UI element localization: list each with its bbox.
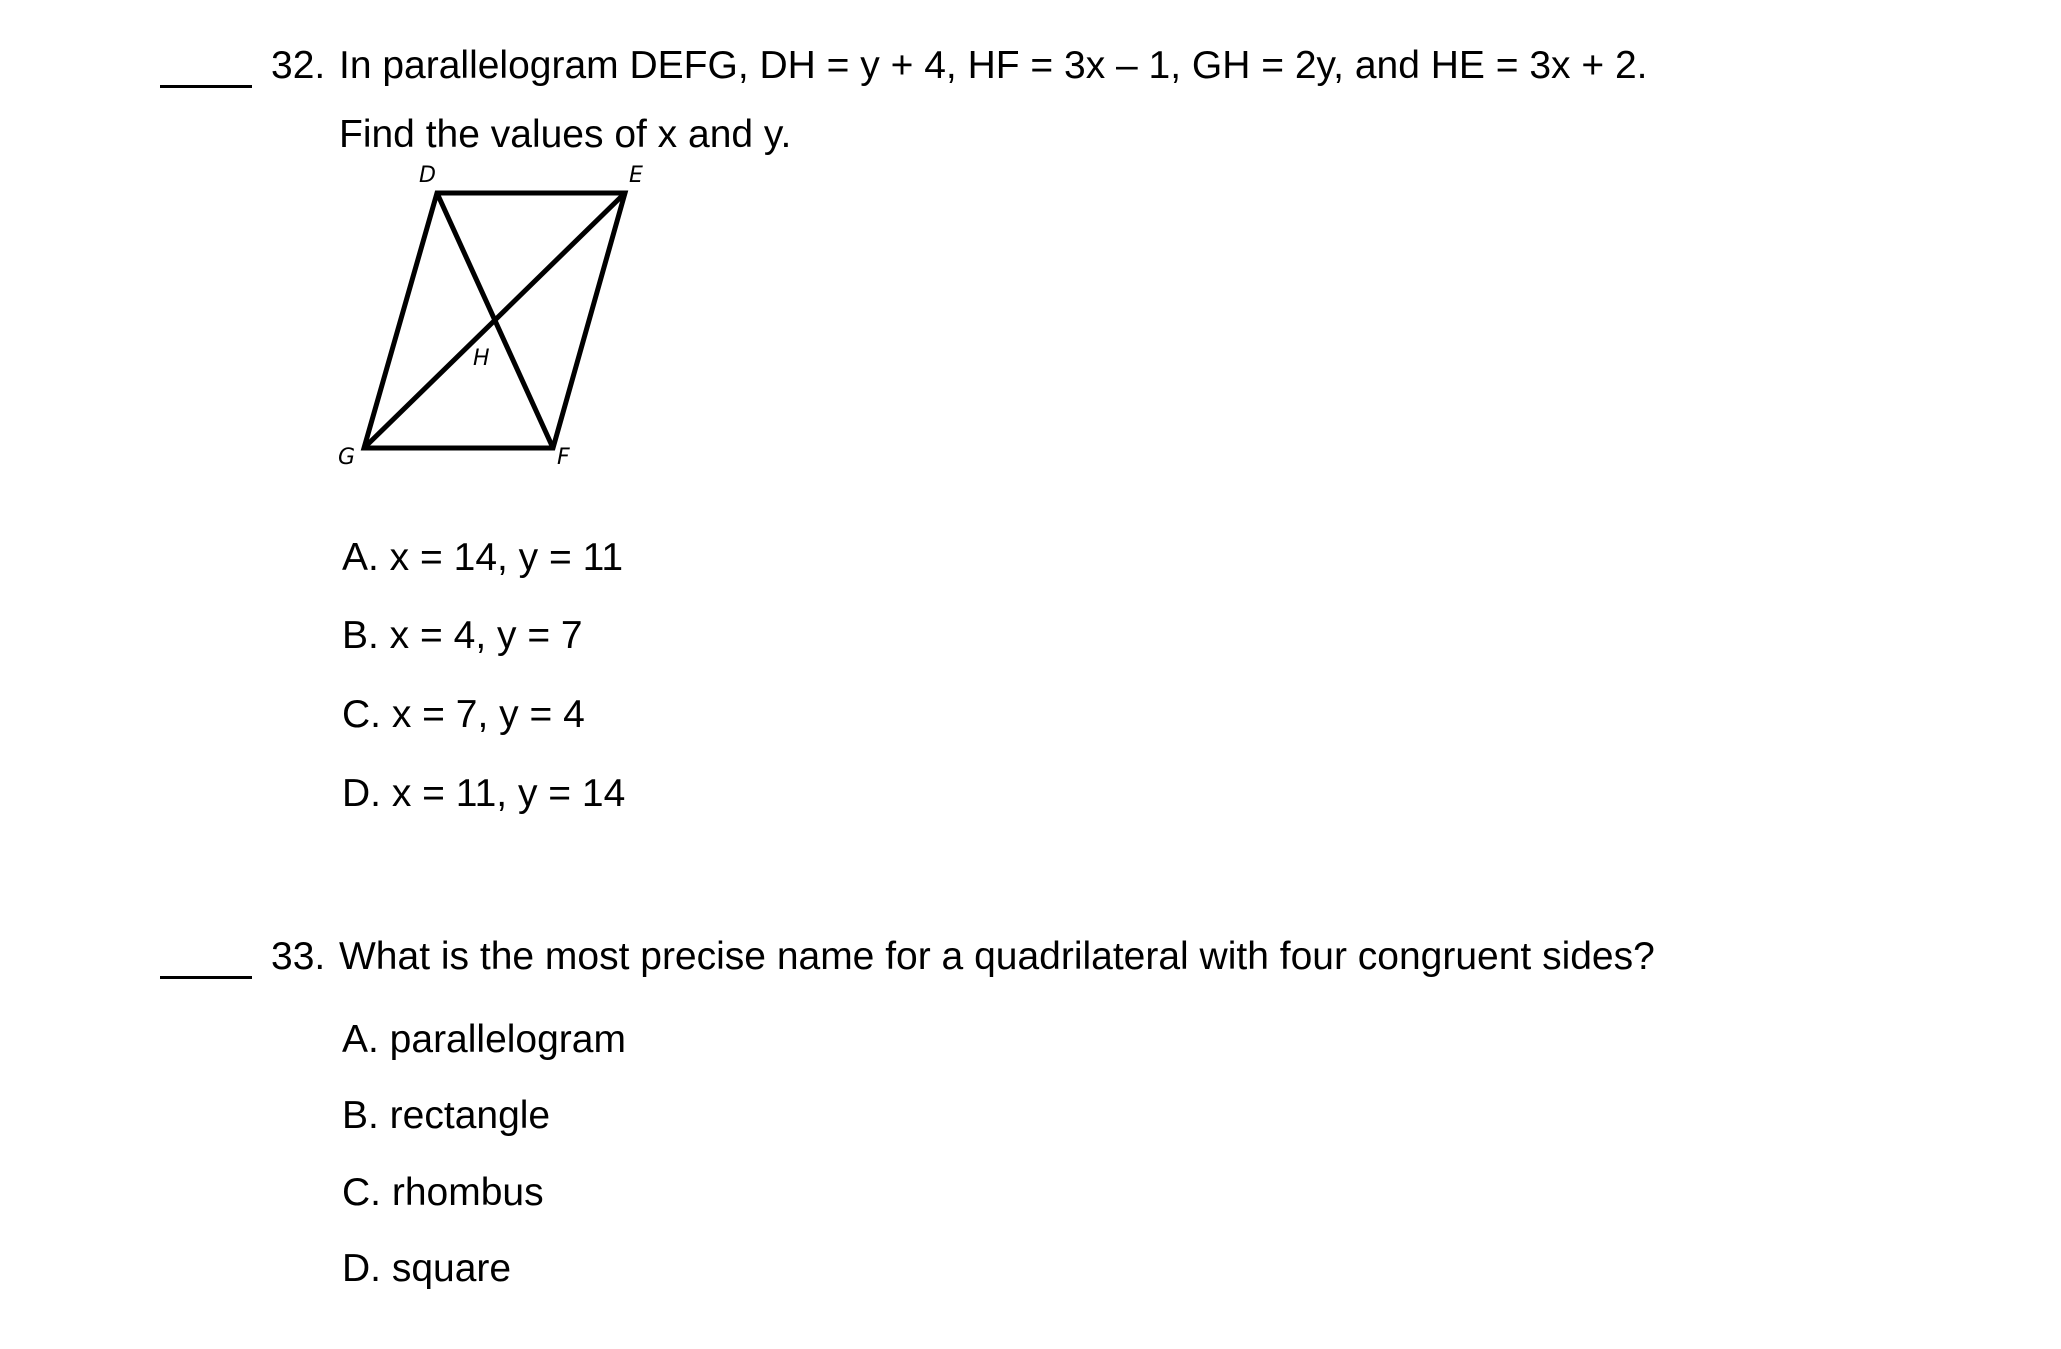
vertex-label-g: G bbox=[338, 445, 356, 470]
parallelogram-diagram bbox=[320, 158, 660, 478]
diagonal-ge bbox=[364, 193, 625, 448]
question-number-33: 33. bbox=[271, 935, 326, 978]
vertex-label-d: D bbox=[419, 163, 436, 188]
answer-blank-32[interactable] bbox=[160, 85, 252, 88]
question-number-32: 32. bbox=[271, 44, 326, 87]
choice-33-a[interactable]: A. parallelogram bbox=[342, 1018, 626, 1061]
choice-32-c[interactable]: C. x = 7, y = 4 bbox=[342, 693, 585, 736]
choice-33-b[interactable]: B. rectangle bbox=[342, 1094, 551, 1137]
vertex-label-e: E bbox=[629, 163, 643, 188]
choice-32-b[interactable]: B. x = 4, y = 7 bbox=[342, 614, 583, 657]
question-stem-33-line1: What is the most precise name for a quadrilateral with four congruent sides? bbox=[339, 935, 1655, 978]
choice-32-d[interactable]: D. x = 11, y = 14 bbox=[342, 772, 626, 815]
vertex-label-f: F bbox=[557, 445, 570, 470]
question-stem-32-line2: Find the values of x and y. bbox=[339, 113, 792, 156]
choice-32-a[interactable]: A. x = 14, y = 11 bbox=[342, 536, 624, 579]
vertex-label-h: H bbox=[473, 346, 490, 371]
answer-blank-33[interactable] bbox=[160, 976, 252, 979]
choice-33-d[interactable]: D. square bbox=[342, 1247, 512, 1290]
choice-33-c[interactable]: C. rhombus bbox=[342, 1171, 544, 1214]
question-stem-32-line1: In parallelogram DEFG, DH = y + 4, HF = 3x – 1, GH = 2y, and HE = 3x + 2. bbox=[339, 44, 1648, 87]
